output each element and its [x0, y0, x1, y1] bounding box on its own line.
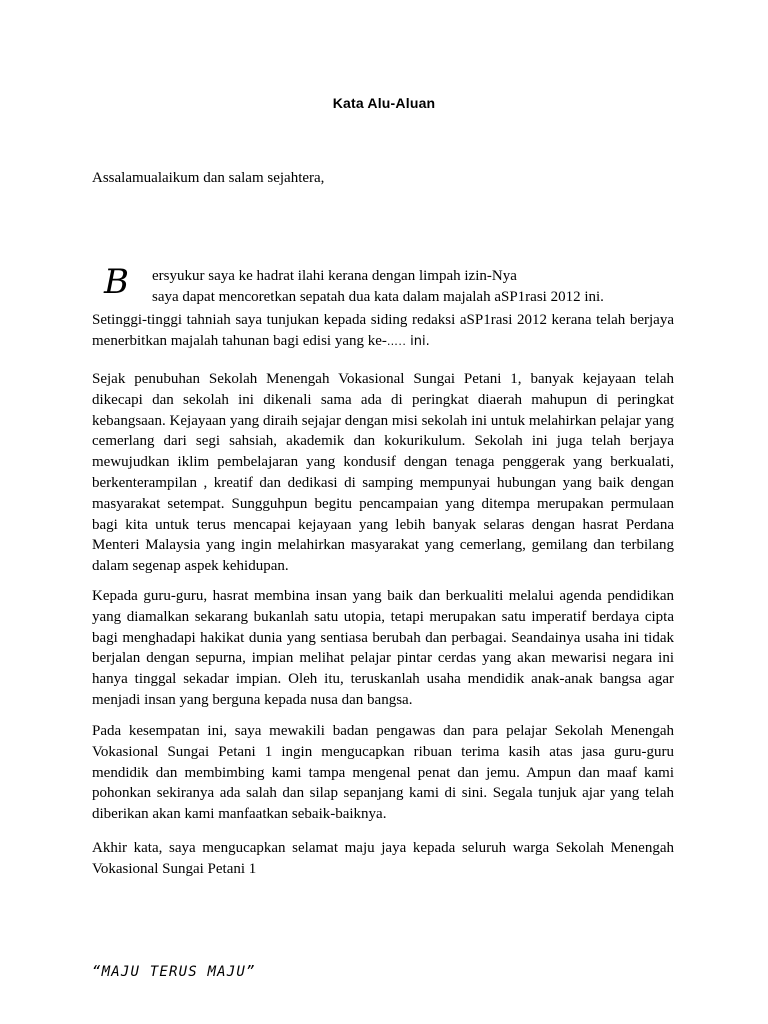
drop-cap-letter: B [104, 262, 129, 302]
intro-rest-text: Setinggi-tinggi tahniah saya tunjukan kepada siding redaksi aSP1rasi 2012 kerana telah berjaya menerbitkan majalah tahunan bagi edisi yang ke- [92, 312, 674, 349]
page-title: Kata Alu-Aluan [332, 95, 436, 111]
body-paragraph: Kepada guru-guru, hasrat membina insan yang baik dan berkualiti melalui agenda pendidikan yang diamalkan sekarang bukanlah satu utopia, tetapi merupakan satu imperatif berdaya cipta bagi menghadapi hakikat dunia yang sentiasa berubah dan perbagai. Seandainya usaha ini tidak berjalan dengan sepurna, impian melihat pelajar pintar cerdas yang akan mewarisi negara ini hanya tinggal sekadar impian. Oleh itu, teruskanlah usaha mendidik anak-anak bangsa agar menjadi insan yang berguna kepada nusa dan bangsa. [92, 588, 674, 708]
intro-paragraph-rest [92, 310, 674, 353]
greeting-line: Assalamualaikum dan salam sejahtera, [92, 170, 325, 186]
body-paragraph: Akhir kata, saya mengucapkan selamat maju jaya kepada seluruh warga Sekolah Menengah Vokasional Sungai Petani 1 [92, 840, 674, 877]
body-paragraph: Pada kesempatan ini, saya mewakili badan pengawas dan para pelajar Sekolah Menengah Vokasional Sungai Petani 1 ingin mengucapkan ribuan terima kasih atas jasa guru-guru mendidik dan membimbing kami tampa mengenal penat dan jemu. Ampun dan maaf kami pohonkan sekiranya ada salah dan silap sepanjang kami di sini. Segala tunjuk ajar yang telah diberikan akan kami manfaatkan sebaik-baiknya. [92, 723, 674, 823]
edition-number-placeholder: ….. [386, 334, 407, 348]
intro-line-1: ersyukur saya ke hadrat ilahi kerana dengan limpah izin-Nya [152, 268, 517, 284]
intro-line-2: saya dapat mencoretkan sepatah dua kata dalam majalah aSP1rasi 2012 ini. [152, 289, 604, 305]
edition-suffix: ini. [410, 333, 430, 349]
body-paragraph: Sejak penubuhan Sekolah Menengah Vokasional Sungai Petani 1, banyak kejayaan telah dikecapi dan sekolah ini dikenali sama ada di peringkat diaerah mahupun di peringkat kebangsaan. Kejayaan yang diraih sejajar dengan misi sekolah ini untuk melahirkan pelajar yang cemerlang dari segi sahsiah, akademik dan kokurikulum. Sekolah ini juga telah berjaya mewujudkan iklim pembelajaran yang kondusif dengan tenaga penggerak yang berkualati, berkenterampilan , kreatif dan dedikasi di samping mempunyai hubungan yang baik dengan masyarakat setempat. Sungguhpun begitu pencampaian yang ditempa merupakan permulaan bagi kita untuk terus mencapai kejayaan yang lebih banyak selaras dengan hasrat Perdana Menteri Malaysia yang ingin melahirkan masyarakat yang cemerlang, gemilang dan terbilang dalam segenap aspek kehidupan. [92, 371, 674, 575]
school-motto: “MAJU TERUS MAJU” [92, 964, 256, 980]
